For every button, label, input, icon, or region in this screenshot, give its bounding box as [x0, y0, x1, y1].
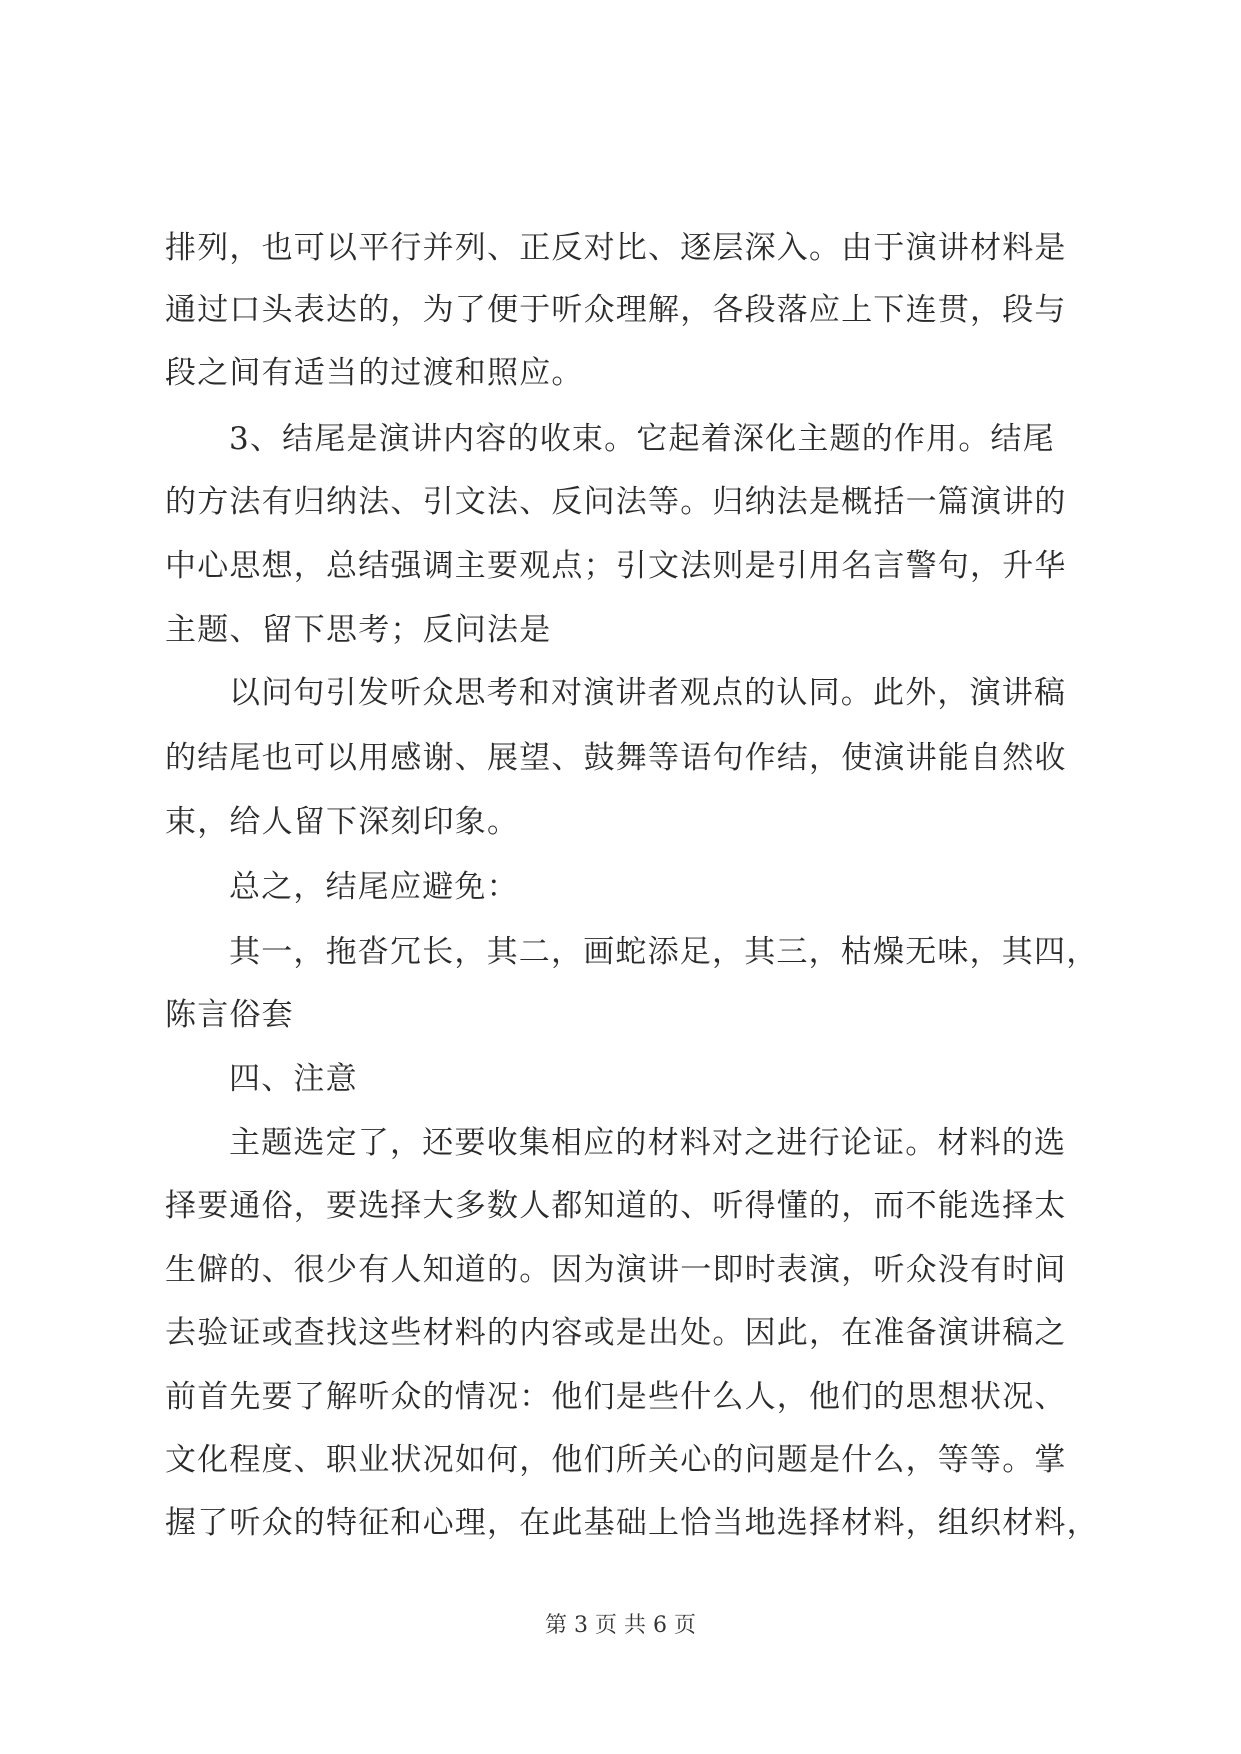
text-line: 择要通俗，要选择大多数人都知道的、听得懂的，而不能选择太 [165, 1188, 1067, 1224]
text-line: 生僻的、很少有人知道的。因为演讲一即时表演，听众没有时间 [165, 1252, 1067, 1288]
text-line: 前首先要了解听众的情况：他们是些什么人，他们的思想状况、 [165, 1379, 1067, 1415]
text-line: 其一，拖沓冗长，其二，画蛇添足，其三，枯燥无味，其四， [229, 934, 1099, 970]
text-line: 束，给人留下深刻印象。 [165, 804, 520, 840]
text-line: 去验证或查找这些材料的内容或是出处。因此，在准备演讲稿之 [165, 1315, 1067, 1351]
text-line: 以问句引发听众思考和对演讲者观点的认同。此外，演讲稿 [229, 675, 1067, 711]
text-line: 握了听众的特征和心理，在此基础上恰当地选择材料，组织材料， [165, 1505, 1099, 1541]
text-line: 主题选定了，还要收集相应的材料对之进行论证。材料的选 [229, 1125, 1067, 1161]
text-line: 排列，也可以平行并列、正反对比、逐层深入。由于演讲材料是 [165, 230, 1067, 266]
text-line: 的方法有归纳法、引文法、反问法等。归纳法是概括一篇演讲的 [165, 484, 1067, 520]
text-line: 总之，结尾应避免： [229, 869, 519, 905]
text-line: 文化程度、职业状况如何，他们所关心的问题是什么，等等。掌 [165, 1442, 1067, 1478]
text-line: 的结尾也可以用感谢、展望、鼓舞等语句作结，使演讲能自然收 [165, 740, 1067, 776]
text-line: 中心思想，总结强调主要观点；引文法则是引用名言警句，升华 [165, 548, 1067, 584]
text-line: 通过口头表达的，为了便于听众理解，各段落应上下连贯，段与 [165, 292, 1067, 328]
text-line: 陈言俗套 [165, 997, 294, 1033]
text-line: 3、结尾是演讲内容的收束。它起着深化主题的作用。结尾 [229, 421, 1055, 457]
text-line: 段之间有适当的过渡和照应。 [165, 355, 584, 391]
text-line: 主题、留下思考；反问法是 [165, 612, 552, 648]
page-footer: 第 3 页 共 6 页 [545, 1613, 696, 1638]
section-heading: 四、注意 [229, 1061, 358, 1097]
